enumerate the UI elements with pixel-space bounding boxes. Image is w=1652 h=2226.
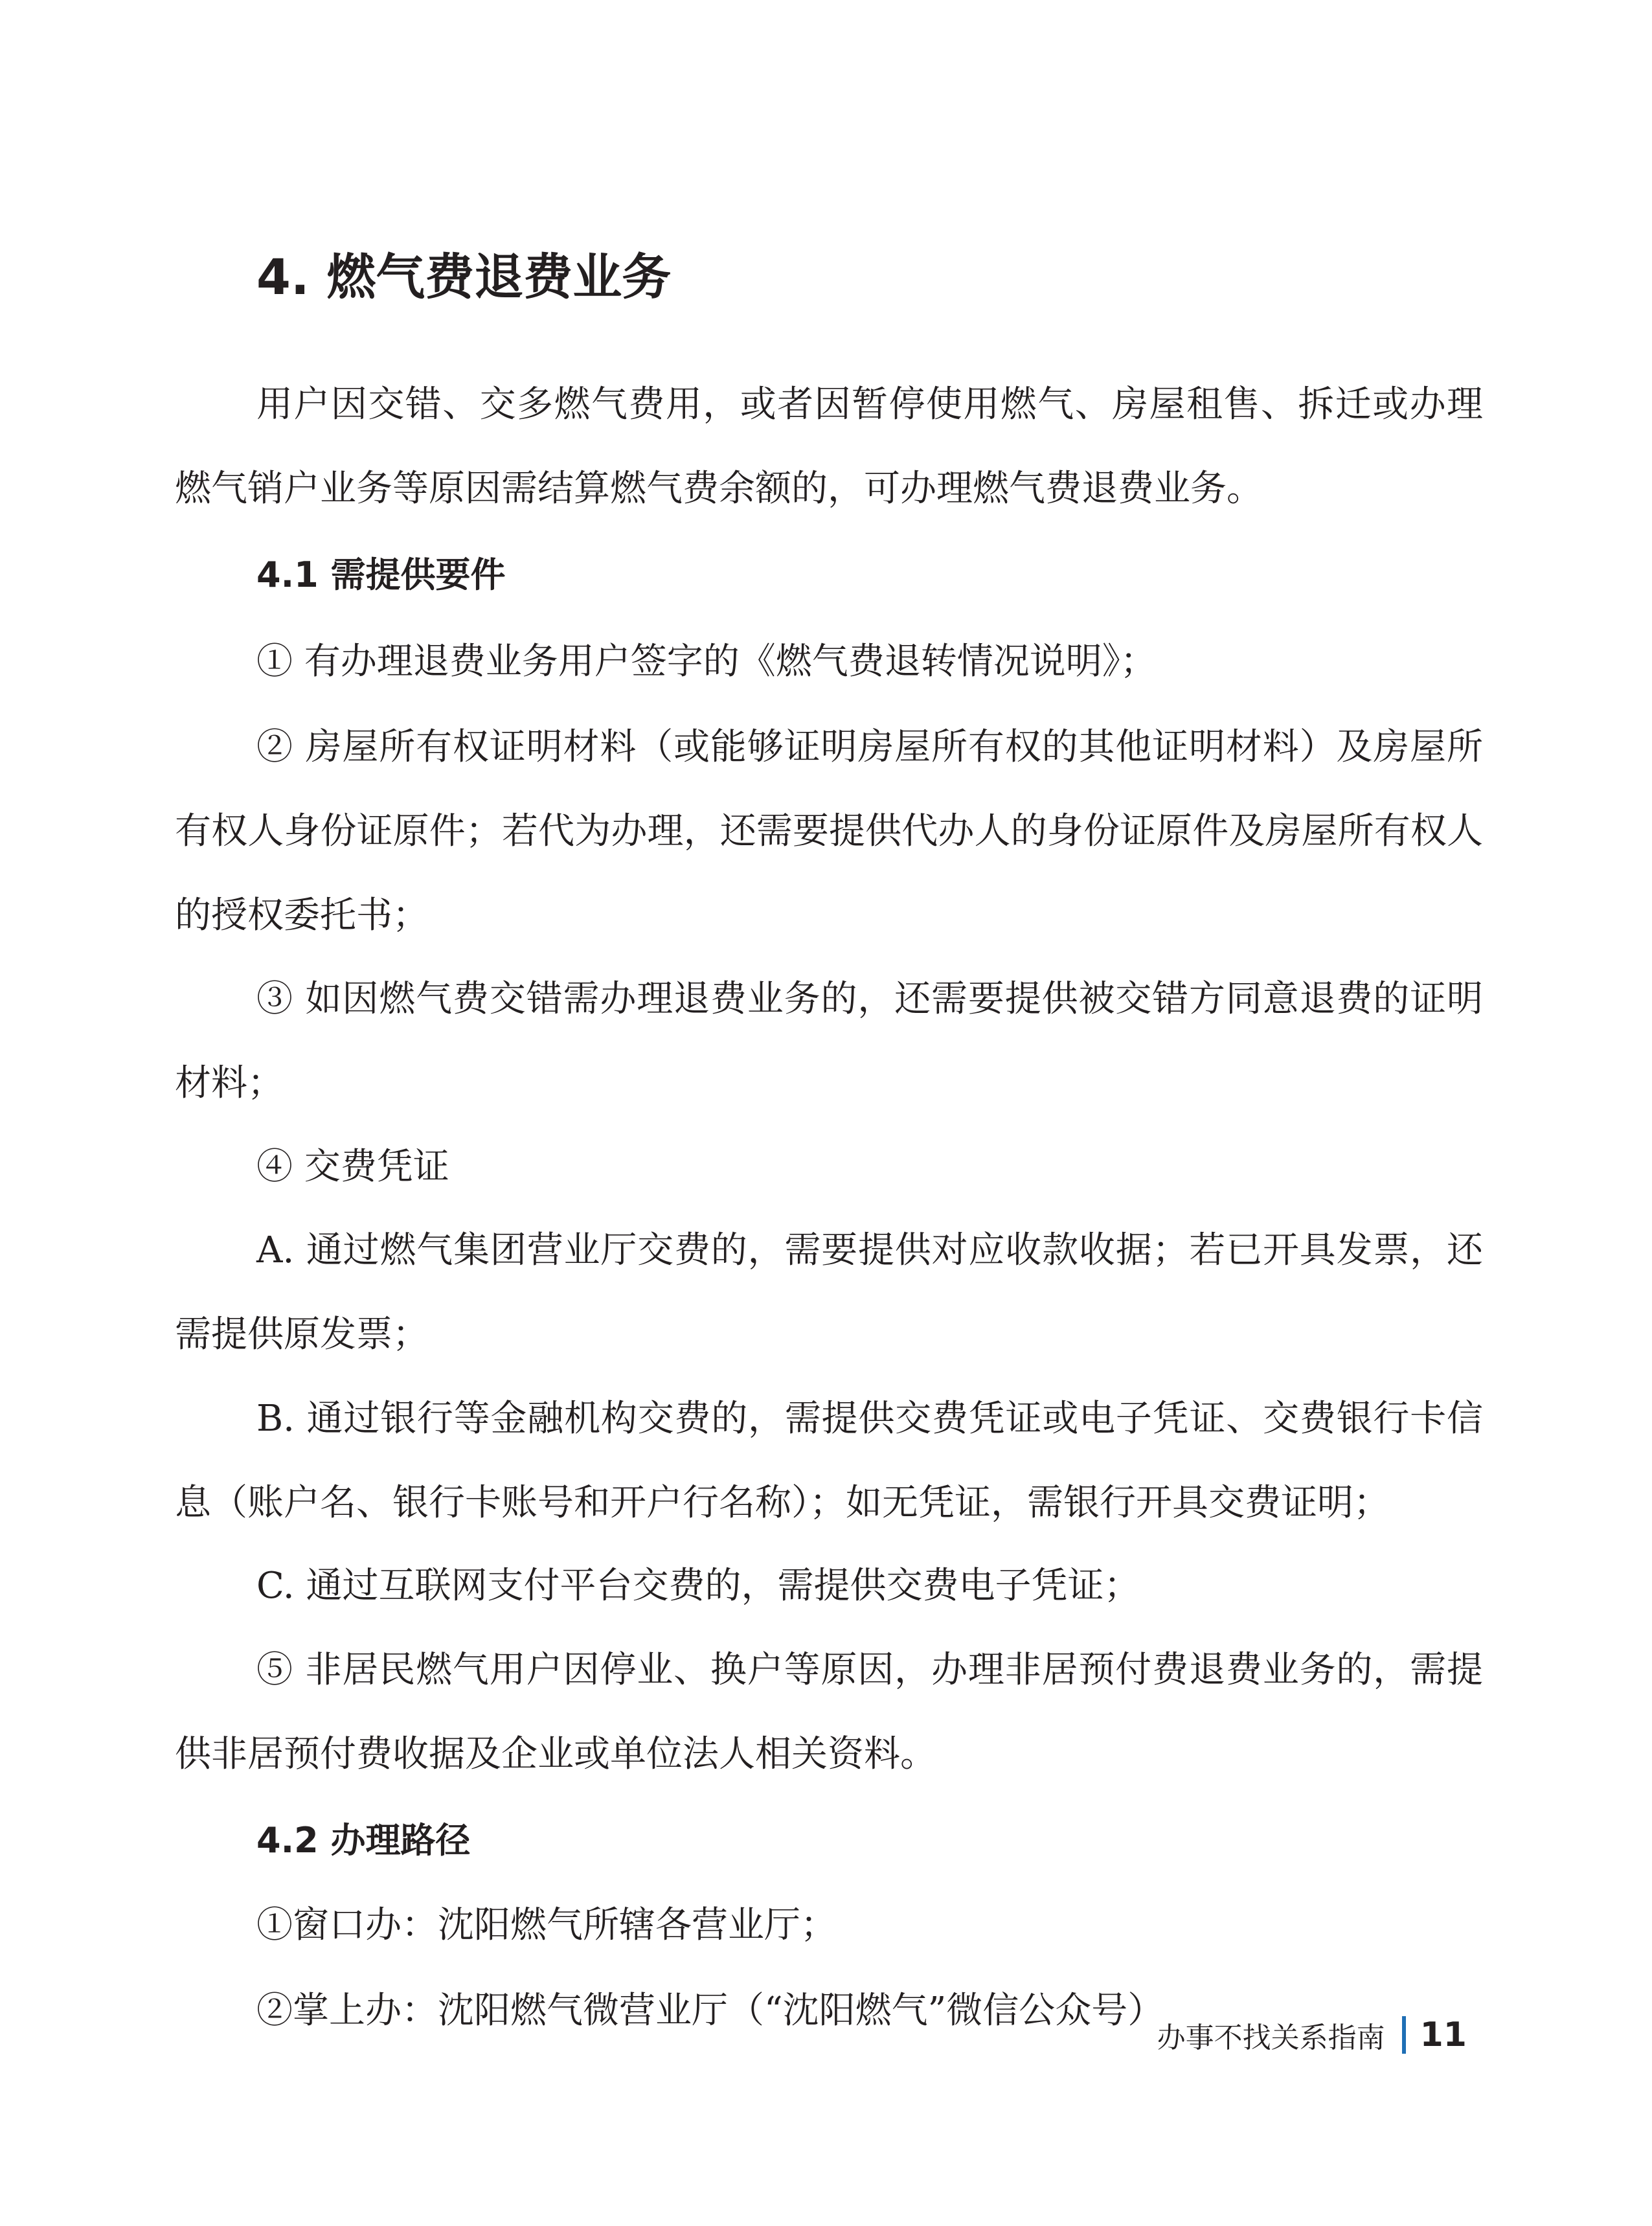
requirement-item-4: ④ 交费凭证 xyxy=(256,1146,449,1188)
page-number: 11 xyxy=(1420,2016,1467,2054)
requirements-heading: 4.1 需提供要件 xyxy=(256,554,506,595)
paths-heading: 4.2 办理路径 xyxy=(256,1820,471,1861)
requirement-item-3: ③ 如因燃气费交错需办理退费业务的，还需要提供被交错方同意退费的证明材料； xyxy=(175,978,1483,1104)
page-footer xyxy=(1157,2009,1467,2061)
requirement-item-4c: C. 通过互联网支付平台交费的，需提供交费电子凭证； xyxy=(256,1565,1140,1607)
requirement-item-5: ⑤ 非居民燃气用户因停业、换户等原因，办理非居预付费退费业务的，需提供非居预付费收据及企业或单位法人相关资料。 xyxy=(175,1649,1483,1775)
requirement-item-2: ② 房屋所有权证明材料（或能够证明房屋所有权的其他证明材料）及房屋所有权人身份证原件；若代为办理，还需要提供代办人的身份证原件及房屋所有权人的授权委托书； xyxy=(175,726,1483,937)
requirement-item-4b: B. 通过银行等金融机构交费的，需提供交费凭证或电子凭证、交费银行卡信息（账户名、银行卡账号和开户行名称）；如无凭证，需银行开具交费证明； xyxy=(175,1398,1483,1524)
footer-divider xyxy=(1402,2016,1406,2054)
path-item-1: ①窗口办：沈阳燃气所辖各营业厅； xyxy=(256,1904,837,1946)
path-item-2: ②掌上办：沈阳燃气微营业厅（“沈阳燃气”微信公众号） xyxy=(256,1990,1164,2032)
requirement-item-1: ① 有办理退费业务用户签字的《燃气费退转情况说明》； xyxy=(256,641,1157,683)
footer-guide-title: 办事不找关系指南 xyxy=(1157,2021,1385,2054)
intro-paragraph: 用户因交错、交多燃气费用，或者因暂停使用燃气、房屋租售、拆迁或办理燃气销户业务等原因需结算燃气费余额的，可办理燃气费退费业务。 xyxy=(175,383,1483,510)
section-title: 4. 燃气费退费业务 xyxy=(256,248,672,306)
requirement-item-4a: A. 通过燃气集团营业厅交费的，需要提供对应收款收据；若已开具发票，还需提供原发票； xyxy=(175,1229,1483,1356)
